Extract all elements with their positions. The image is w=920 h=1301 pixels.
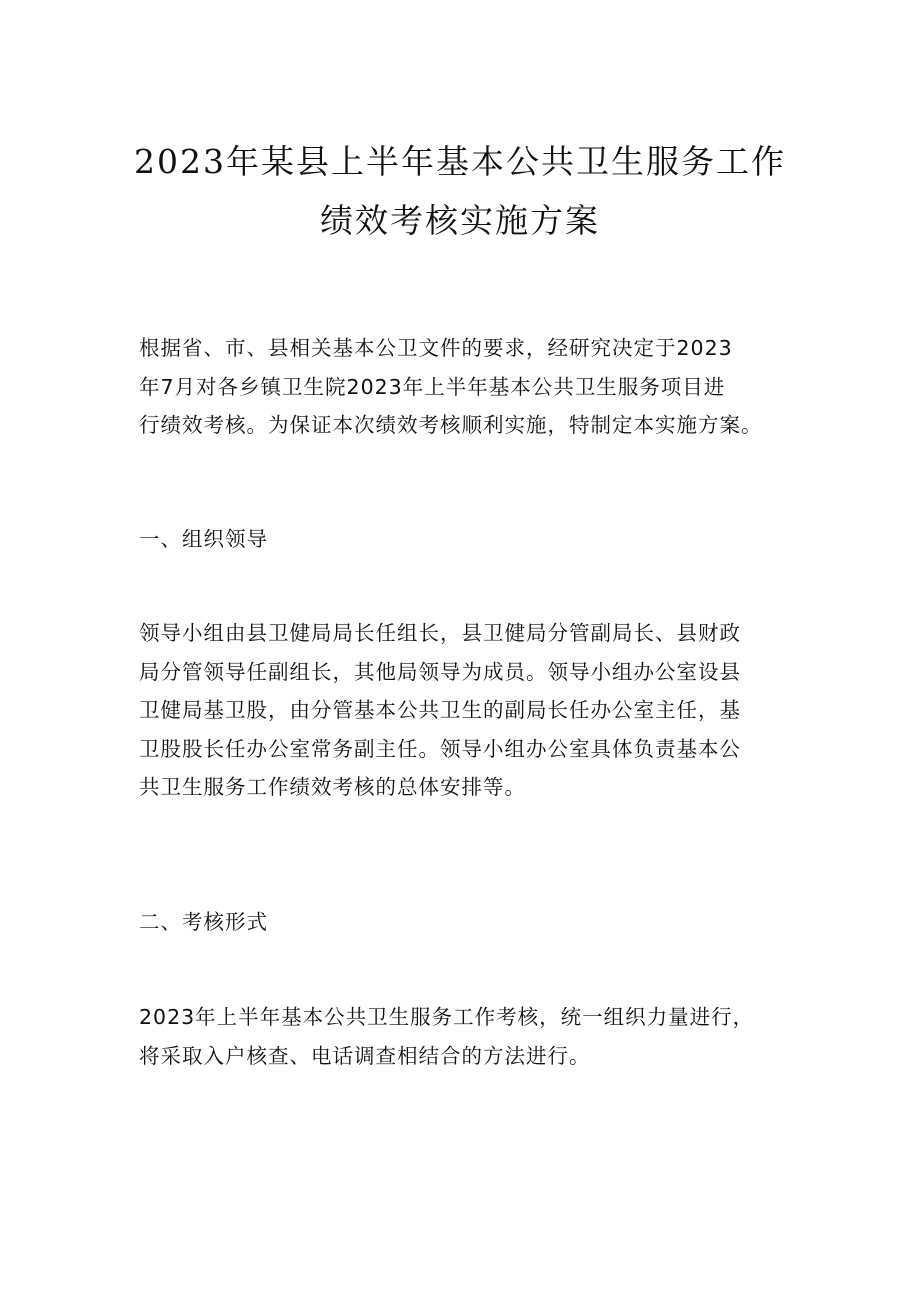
assessment-form-paragraph bbox=[139, 998, 789, 1075]
paragraph-line: 根据省、市、县相关基本公卫文件的要求，经研究决定于2023 bbox=[139, 336, 733, 360]
paragraph-line: 将采取入户核查、电话调查相结合的方法进行。 bbox=[139, 1043, 591, 1068]
paragraph-line: 行绩效考核。为保证本次绩效考核顺利实施，特制定本实施方案。 bbox=[139, 413, 763, 437]
paragraph-line: 2023年上半年基本公共卫生服务工作考核，统一组织力量进行， bbox=[139, 1005, 755, 1029]
document-title-line-1: 2023年某县上半年基本公共卫生服务工作 bbox=[134, 142, 786, 181]
paragraph-line: 局分管领导任副组长，其他局领导为成员。领导小组办公室设县 bbox=[139, 659, 741, 684]
paragraph-line: 领导小组由县卫健局局长任组长，县卫健局分管副局长、县财政 bbox=[139, 621, 741, 645]
document-title-line-2: 绩效考核实施方案 bbox=[320, 201, 600, 240]
section-heading-assessment-form: 二、考核形式 bbox=[139, 910, 268, 934]
paragraph-line: 年7月对各乡镇卫生院2023年上半年基本公共卫生服务项目进 bbox=[139, 374, 726, 399]
paragraph-line: 卫股股长任办公室常务副主任。领导小组办公室具体负责基本公 bbox=[139, 736, 741, 761]
section-heading-organization: 一、组织领导 bbox=[139, 527, 268, 551]
paragraph-line: 卫健局基卫股，由分管基本公共卫生的副局长任办公室主任，基 bbox=[139, 698, 741, 722]
intro-paragraph bbox=[139, 329, 789, 445]
paragraph-line: 共卫生服务工作绩效考核的总体安排等。 bbox=[139, 775, 526, 799]
organization-paragraph bbox=[139, 614, 789, 807]
